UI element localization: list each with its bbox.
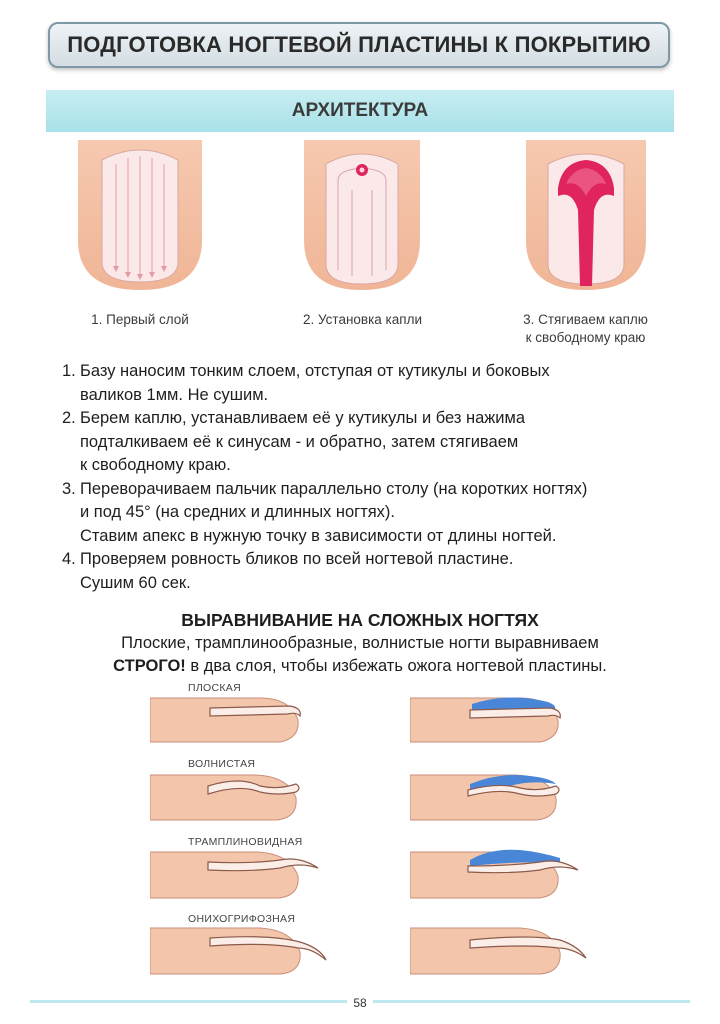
nail-pull-drop-illustration <box>522 140 650 290</box>
label-ski-jump: ТРАМПЛИНОВИДНАЯ <box>188 836 303 848</box>
caption-pull-drop <box>498 311 673 347</box>
para-line-1: Плоские, трамплинообразные, волнистые ногти выравниваем <box>121 634 599 652</box>
page-title-box <box>48 22 670 68</box>
page-number: 58 <box>0 996 720 1010</box>
steps-list <box>62 360 692 595</box>
step-1: 1. Базу наносим тонким слоем, отступая от кутикулы и боковых <box>62 362 550 380</box>
para-line-2 <box>0 657 720 676</box>
caption-pull-drop-line1: 3. Стягиваем каплю <box>523 312 648 327</box>
nail-first-layer-illustration <box>70 140 210 290</box>
step-2-cont2: к свободному краю. <box>80 456 231 474</box>
step-3-cont1: и под 45° (на средних и длинных ногтях). <box>80 503 396 521</box>
para-line-2-rest: в два слоя, чтобы избежать ожога ногтевой пластины. <box>185 657 607 675</box>
page-title: ПОДГОТОВКА НОГТЕВОЙ ПЛАСТИНЫ К ПОКРЫТИЮ <box>67 32 651 57</box>
caption-drop-placement: 2. Установка капли <box>302 312 422 327</box>
nail-shapes-before-illustration <box>150 690 330 990</box>
step-3: 3. Переворачиваем пальчик параллельно столу (на коротких ногтях) <box>62 479 588 498</box>
caption-pull-drop-line2: к свободному краю <box>525 330 646 345</box>
section-title: АРХИТЕКТУРА <box>291 100 429 121</box>
nail-shapes-after-illustration <box>410 690 590 990</box>
section-header <box>46 90 674 132</box>
label-onychogryphosis: ОНИХОГРИФОЗНАЯ <box>188 913 296 925</box>
step-4-cont: Сушим 60 сек. <box>80 573 191 592</box>
heading-difficult-nails: ВЫРАВНИВАНИЕ НА СЛОЖНЫХ НОГТЯХ <box>181 610 539 630</box>
strict-emphasis: СТРОГО! <box>113 657 186 675</box>
caption-first-layer: 1. Первый слой <box>91 312 189 327</box>
step-4: 4. Проверяем ровность бликов по всей ногтевой пластине. <box>62 550 514 568</box>
nail-drop-placement-illustration <box>298 140 426 290</box>
label-flat: ПЛОСКАЯ <box>188 682 241 694</box>
step-3-cont2: Ставим апекс в нужную точку в зависимости от длины ногтей. <box>80 526 557 545</box>
step-2-cont1: подталкиваем её к синусам - и обратно, затем стягиваем <box>80 432 519 451</box>
label-wavy: ВОЛНИСТАЯ <box>188 758 256 770</box>
step-1-cont: валиков 1мм. Не сушим. <box>80 385 269 404</box>
step-2: 2. Берем каплю, устанавливаем её у кутикулы и без нажима <box>62 409 526 427</box>
